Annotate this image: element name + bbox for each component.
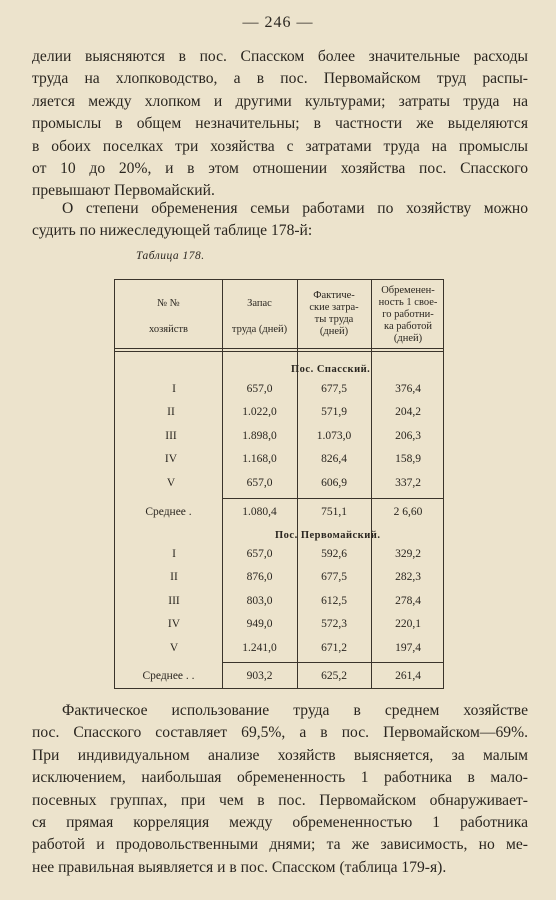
text-line: работой и продовольственными днями; та же зависимость, но ме- bbox=[32, 836, 528, 854]
cell-actual: 1.073,0 bbox=[316, 430, 352, 442]
cell-number: I bbox=[172, 383, 176, 395]
cell-number: II bbox=[170, 571, 178, 583]
cell-reserve: 657,0 bbox=[246, 477, 273, 489]
cell-burden: 206,3 bbox=[395, 430, 421, 442]
cell-number: III bbox=[168, 595, 180, 607]
section-title: Пос. Первомайский. bbox=[275, 530, 381, 541]
cell-reserve: 657,0 bbox=[246, 383, 273, 395]
cell-average-label: Среднее . bbox=[145, 506, 192, 518]
text-line: нее правильная выявляется и в пос. Спасском (таблица 179-я). bbox=[32, 858, 447, 876]
cell-number: V bbox=[166, 477, 176, 489]
header-actual-labor bbox=[297, 290, 371, 338]
cell-reserve: 1.241,0 bbox=[242, 642, 277, 654]
cell-actual: 571,9 bbox=[321, 406, 347, 418]
text-line: О степени обременения семьи работами по хозяйству можно bbox=[62, 200, 528, 217]
header-number bbox=[115, 298, 222, 336]
cell-burden: 204,2 bbox=[395, 406, 421, 418]
cell-actual: 677,5 bbox=[321, 383, 347, 395]
text-line: пос. Спасского составляет 69,5%, а в пос. Первомайском—69%. bbox=[32, 724, 528, 742]
row-divider bbox=[222, 498, 443, 499]
cell-actual: 572,3 bbox=[321, 618, 347, 630]
paragraph-1 bbox=[32, 46, 528, 203]
cell-actual: 751,1 bbox=[321, 506, 347, 518]
cell-burden: 278,4 bbox=[395, 595, 421, 607]
cell-burden: 2 6,60 bbox=[393, 506, 423, 518]
cell-number: IV bbox=[167, 618, 181, 630]
header-text: ские затра- bbox=[309, 302, 359, 313]
header-divider bbox=[115, 348, 443, 349]
cell-reserve: 949,0 bbox=[246, 618, 273, 630]
cell-actual: 612,5 bbox=[321, 595, 347, 607]
cell-actual: 625,2 bbox=[321, 670, 347, 682]
cell-burden: 329,2 bbox=[395, 548, 421, 560]
cell-burden: 376,4 bbox=[395, 383, 421, 395]
cell-reserve: 1.898,0 bbox=[242, 430, 277, 442]
text-line: Фактическое использование труда в среднем хозяйстве bbox=[62, 702, 528, 719]
cell-reserve: 1.080,4 bbox=[242, 506, 277, 518]
text-line: делии выясняются в пос. Спасском более значительные расходы bbox=[32, 48, 528, 65]
cell-burden: 337,2 bbox=[395, 477, 421, 489]
data-table bbox=[114, 279, 444, 689]
header-text: Обременен- bbox=[381, 285, 435, 296]
header-text: ность 1 свое- bbox=[378, 297, 438, 308]
section-title: Пос. Спасский. bbox=[291, 364, 371, 375]
paragraph-3 bbox=[32, 700, 528, 879]
text-line: посевных группах, при чем в пос. Первомайском обнаруживает- bbox=[32, 791, 528, 809]
text-line: При индивидуальном анализе хозяйств выясняется, за малым bbox=[32, 746, 528, 764]
header-text: го работни- bbox=[382, 309, 434, 320]
text-line: труда на хлопководство, а в пос. Первомайском труд распы- bbox=[32, 70, 528, 88]
table-caption: Таблица 178. bbox=[136, 250, 205, 262]
text-line: от 10 до 20%, и в этом отношении хозяйства пос. Спасского bbox=[32, 160, 528, 178]
cell-reserve: 803,0 bbox=[246, 595, 273, 607]
cell-number: III bbox=[165, 430, 177, 442]
text-line: промыслы в общем незначительны; в частности же выделяются bbox=[32, 115, 528, 133]
cell-burden: 197,4 bbox=[395, 642, 421, 654]
cell-actual: 671,2 bbox=[321, 642, 347, 654]
cell-number: I bbox=[172, 548, 176, 560]
cell-number: II bbox=[167, 406, 175, 418]
text-line: превышают Первомайский. bbox=[32, 182, 215, 200]
cell-burden: 261,4 bbox=[395, 670, 421, 682]
header-divider bbox=[115, 351, 443, 352]
header-labor-reserve bbox=[222, 298, 297, 336]
text-line: исключением, наибольшая обремененность 1 работника в мало- bbox=[32, 769, 528, 787]
text-line: судить по нижеследующей таблице 178-й: bbox=[32, 222, 313, 240]
header-text: № № bbox=[157, 298, 180, 309]
cell-reserve: 1.168,0 bbox=[242, 453, 277, 465]
cell-number: IV bbox=[164, 453, 178, 465]
header-text: хозяйств bbox=[149, 324, 188, 335]
cell-actual: 592,6 bbox=[321, 548, 347, 560]
cell-actual: 606,9 bbox=[321, 477, 347, 489]
header-burden bbox=[371, 285, 445, 345]
header-text: труда (дней) bbox=[231, 324, 288, 335]
header-text: (дней) bbox=[393, 333, 423, 344]
text-line: в обоих поселках три хозяйства с затратами труда на промыслы bbox=[32, 137, 528, 155]
paragraph-2 bbox=[32, 198, 528, 243]
text-line: ляется между хлопком и другими культурами; затраты труда на bbox=[32, 92, 528, 110]
header-text: ты труда bbox=[314, 314, 354, 325]
cell-actual: 677,5 bbox=[321, 571, 347, 583]
cell-reserve: 903,2 bbox=[246, 670, 273, 682]
cell-reserve: 876,0 bbox=[246, 571, 273, 583]
cell-burden: 158,9 bbox=[395, 453, 421, 465]
cell-actual: 826,4 bbox=[321, 453, 347, 465]
cell-reserve: 1.022,0 bbox=[242, 406, 277, 418]
cell-burden: 282,3 bbox=[395, 571, 421, 583]
text-line: ся прямая корреляция между обремененностью 1 работника bbox=[32, 814, 528, 832]
cell-number: V bbox=[169, 642, 179, 654]
cell-reserve: 657,0 bbox=[246, 548, 273, 560]
header-text: ка работой bbox=[384, 321, 432, 332]
header-text: Запас bbox=[247, 298, 272, 309]
cell-average-label: Среднее . . bbox=[142, 670, 195, 682]
cell-burden: 220,1 bbox=[395, 618, 421, 630]
header-text: Фактиче- bbox=[313, 290, 355, 301]
page-number: — 246 — bbox=[242, 14, 314, 31]
header-text: (дней) bbox=[319, 326, 349, 337]
row-divider bbox=[222, 662, 443, 663]
